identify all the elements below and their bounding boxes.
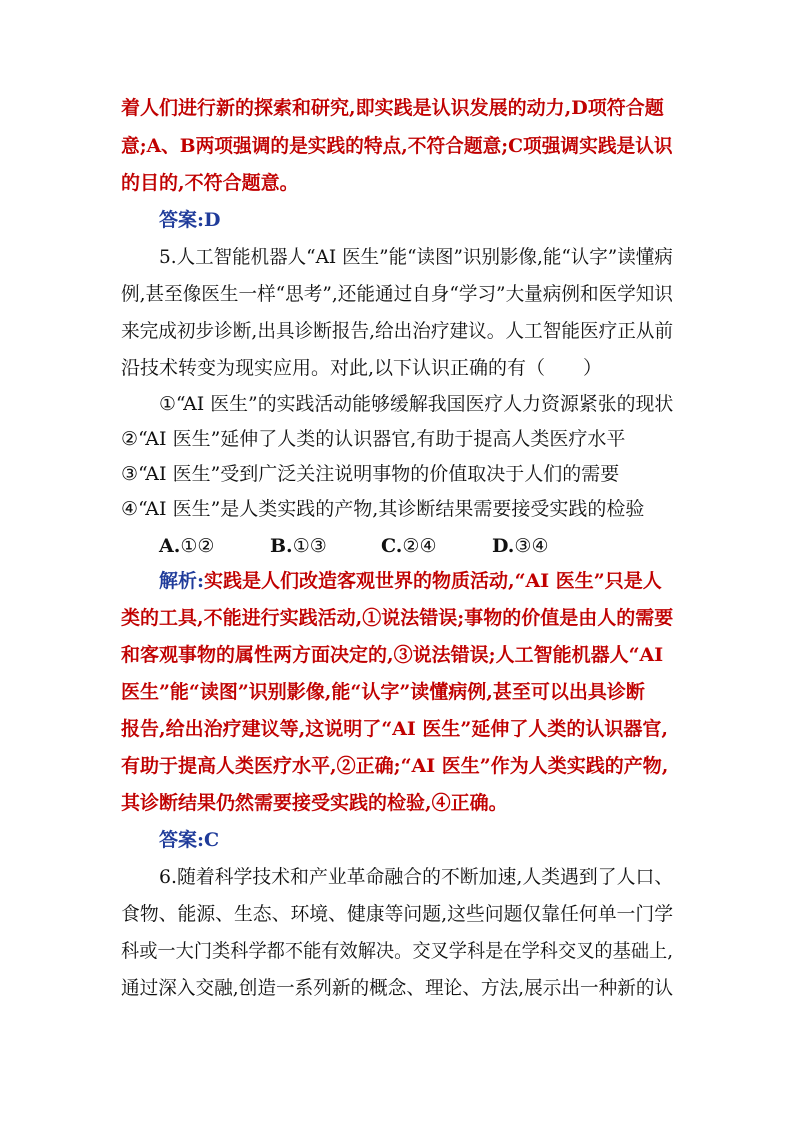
analysis-line: 报告,给出治疗建议等,这说明了“AI 医生”延伸了人类的认识器官,: [121, 718, 668, 740]
analysis-line: 其诊断结果仍然需要接受实践的检验,④正确。: [121, 792, 508, 814]
answer-value: D: [204, 209, 221, 231]
analysis-line: 着人们进行新的探索和研究,即实践是认识发展的动力,D项符合题: [121, 97, 664, 119]
option-text: ①③: [292, 535, 327, 557]
analysis-line: 有助于提高人类医疗水平,②正确;“AI 医生”作为人类实践的产物,: [121, 755, 669, 777]
analysis-label: 解析:: [159, 570, 205, 592]
option-label: D.: [492, 535, 515, 557]
answer-label: 答案:: [159, 829, 205, 851]
analysis-line: 和客观事物的属性两方面决定的,③说法错误;人工智能机器人“AI: [121, 644, 664, 666]
option-label: B.: [270, 535, 293, 557]
question-stem-line: 通过深入交融,创造一系列新的概念、理论、方法,展示出一种新的认: [121, 977, 674, 999]
statement-4: ④“AI 医生”是人类实践的产物,其诊断结果需要接受实践的检验: [121, 498, 645, 520]
question-stem-line: 来完成初步诊断,出具诊断报告,给出治疗建议。人工智能医疗正从前: [121, 320, 674, 342]
option-d: [492, 534, 549, 558]
option-c: [381, 534, 436, 558]
option-a: [159, 534, 214, 558]
answer-label: 答案:: [159, 209, 205, 231]
question-stem-line: 沿技术转变为现实应用。对此,以下认识正确的有（ ）: [121, 357, 603, 379]
analysis-line: 医生”能“读图”识别影像,能“认字”读懂病例,甚至可以出具诊断: [121, 681, 645, 703]
analysis-line: [159, 569, 662, 593]
statement-1: ①“AI 医生”的实践活动能够缓解我国医疗人力资源紧张的现状: [159, 393, 674, 415]
option-label: C.: [381, 535, 403, 557]
analysis-line: 类的工具,不能进行实践活动,①说法错误;事物的价值是由人的需要: [121, 607, 674, 629]
analysis-line: 的目的,不符合题意。: [121, 172, 299, 194]
option-b: [270, 534, 327, 558]
option-label: A.: [159, 535, 181, 557]
analysis-text: 实践是人们改造客观世界的物质活动,“AI 医生”只是人: [204, 570, 662, 592]
question-stem-line: 例,甚至像医生一样“思考”,还能通过自身“学习”大量病例和医学知识: [121, 283, 673, 305]
statement-2: ②“AI 医生”延伸了人类的认识器官,有助于提高人类医疗水平: [121, 428, 626, 450]
question-stem-line: 科或一大门类科学都不能有效解决。交叉学科是在学科交叉的基础上,: [121, 940, 674, 962]
statement-3: ③“AI 医生”受到广泛关注说明事物的价值取决于人们的需要: [121, 463, 620, 485]
question-stem-line: 6.随着科学技术和产业革命融合的不断加速,人类遇到了人口、: [159, 866, 674, 888]
answer-line: [159, 828, 219, 852]
option-text: ①②: [180, 535, 215, 557]
option-text: ②④: [402, 535, 437, 557]
question-stem-line: 5.人工智能机器人“AI 医生”能“读图”识别影像,能“认字”读懂病: [159, 246, 673, 268]
answer-value: C: [204, 829, 220, 851]
analysis-line: 意;A、B两项强调的是实践的特点,不符合题意;C项强调实践是认识: [121, 135, 673, 157]
answer-line: [159, 208, 221, 232]
question-stem-line: 食物、能源、生态、环境、健康等问题,这些问题仅靠任何单一门学: [121, 903, 674, 925]
option-text: ③④: [514, 535, 549, 557]
